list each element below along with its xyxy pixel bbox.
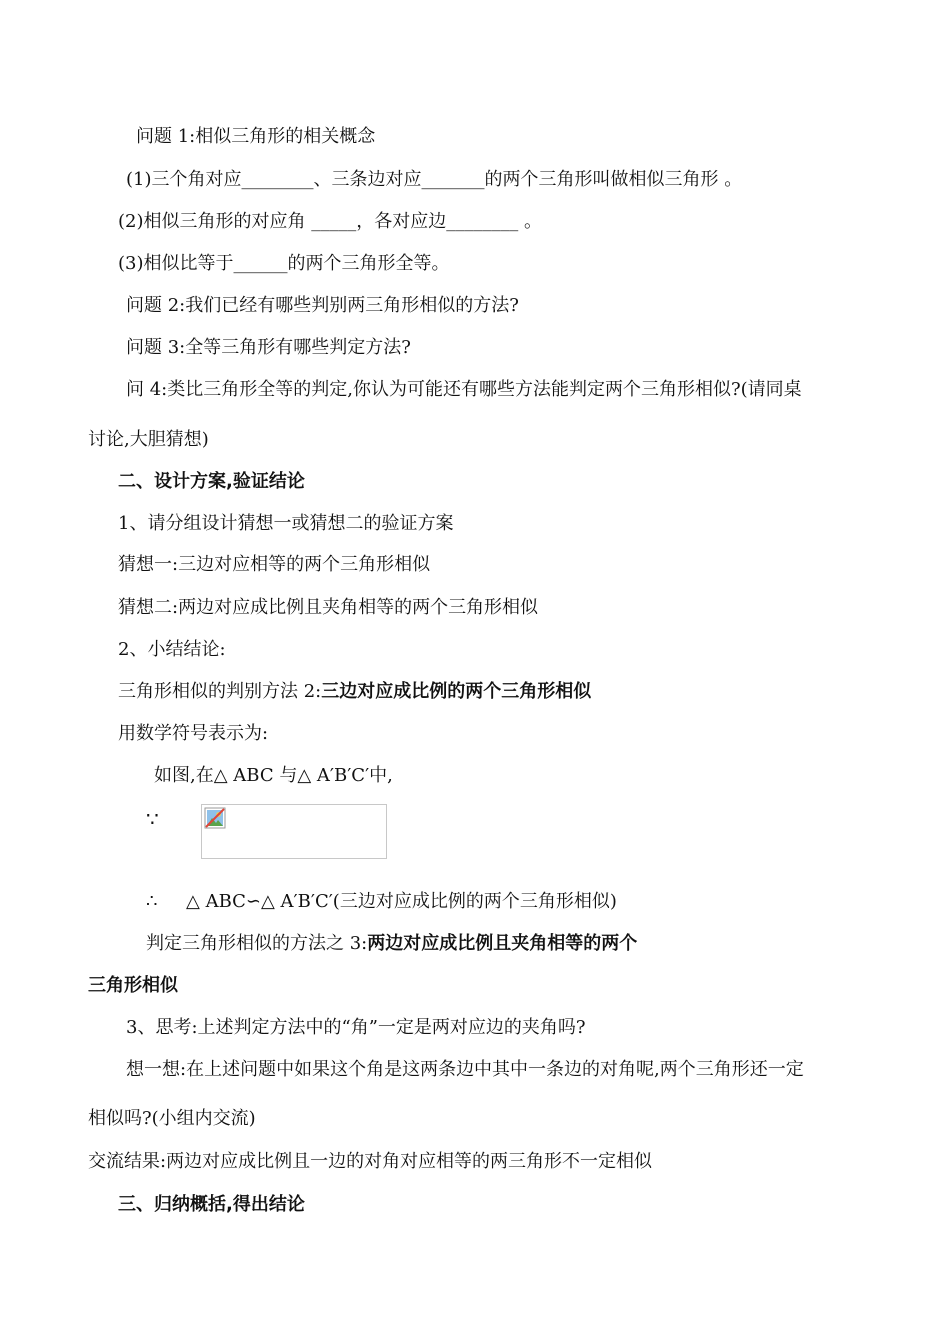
method-2-prefix: 三角形相似的判别方法 2: — [118, 681, 322, 702]
section-2-item-1: 1、请分组设计猜想一或猜想二的验证方案 — [118, 513, 454, 534]
math-symbol-line: 用数学符号表示为: — [118, 723, 269, 744]
method-2-line — [118, 680, 591, 704]
broken-image-icon — [204, 807, 226, 829]
conjecture-1: 猜想一:三边对应相等的两个三角形相似 — [118, 554, 431, 575]
question-1-item-1: (1)三个角对应________、三条边对应_______的两个三角形叫做相似三角形 。 — [126, 169, 743, 190]
think-line-1: 想一想:在上述问题中如果这个角是这两条边中其中一条边的对角呢,两个三角形还一定 — [126, 1059, 804, 1080]
think-line-2: 相似吗?(小组内交流) — [88, 1108, 256, 1129]
question-1-item-3: (3)相似比等于______的两个三角形全等。 — [118, 253, 450, 274]
section-2-item-2: 2、小结结论: — [118, 639, 226, 660]
method-3-statement-part-1: 两边对应成比例且夹角相等的两个 — [367, 933, 638, 954]
question-2: 问题 2:我们已经有哪些判别两三角形相似的方法? — [126, 295, 519, 316]
therefore-symbol: ∴ — [146, 891, 158, 912]
method-3-statement-part-2: 三角形相似 — [88, 975, 178, 996]
question-3: 问题 3:全等三角形有哪些判定方法? — [126, 337, 411, 358]
therefore-text: △ ABC∽△ A′B′C′(三边对应成比例的两个三角形相似) — [186, 891, 617, 912]
conjecture-2: 猜想二:两边对应成比例且夹角相等的两个三角形相似 — [118, 597, 539, 618]
figure-intro-line: 如图,在△ ABC 与△ A′B′C′中, — [154, 765, 393, 786]
section-3-heading: 三、归纳概括,得出结论 — [118, 1194, 305, 1215]
section-2-heading: 二、设计方案,验证结论 — [118, 471, 305, 492]
method-3-prefix: 判定三角形相似的方法之 3: — [146, 933, 368, 954]
exchange-result: 交流结果:两边对应成比例且一边的对角对应相等的两三角形不一定相似 — [88, 1151, 653, 1172]
method-2-statement: 三边对应成比例的两个三角形相似 — [321, 681, 592, 702]
question-4-line-1: 问 4:类比三角形全等的判定,你认为可能还有哪些方法能判定两个三角形相似?(请同桌 — [126, 379, 802, 400]
question-1-item-2: (2)相似三角形的对应角 _____，各对应边________ 。 — [118, 211, 542, 232]
method-3-line — [146, 932, 637, 956]
question-4-line-2: 讨论,大胆猜想) — [88, 429, 209, 450]
section-2-item-3: 3、思考:上述判定方法中的“角”一定是两对应边的夹角吗? — [126, 1017, 586, 1038]
question-1-title: 问题 1:相似三角形的相关概念 — [136, 126, 376, 147]
because-symbol: ∵ — [146, 807, 159, 831]
embedded-formula-image — [201, 804, 387, 859]
